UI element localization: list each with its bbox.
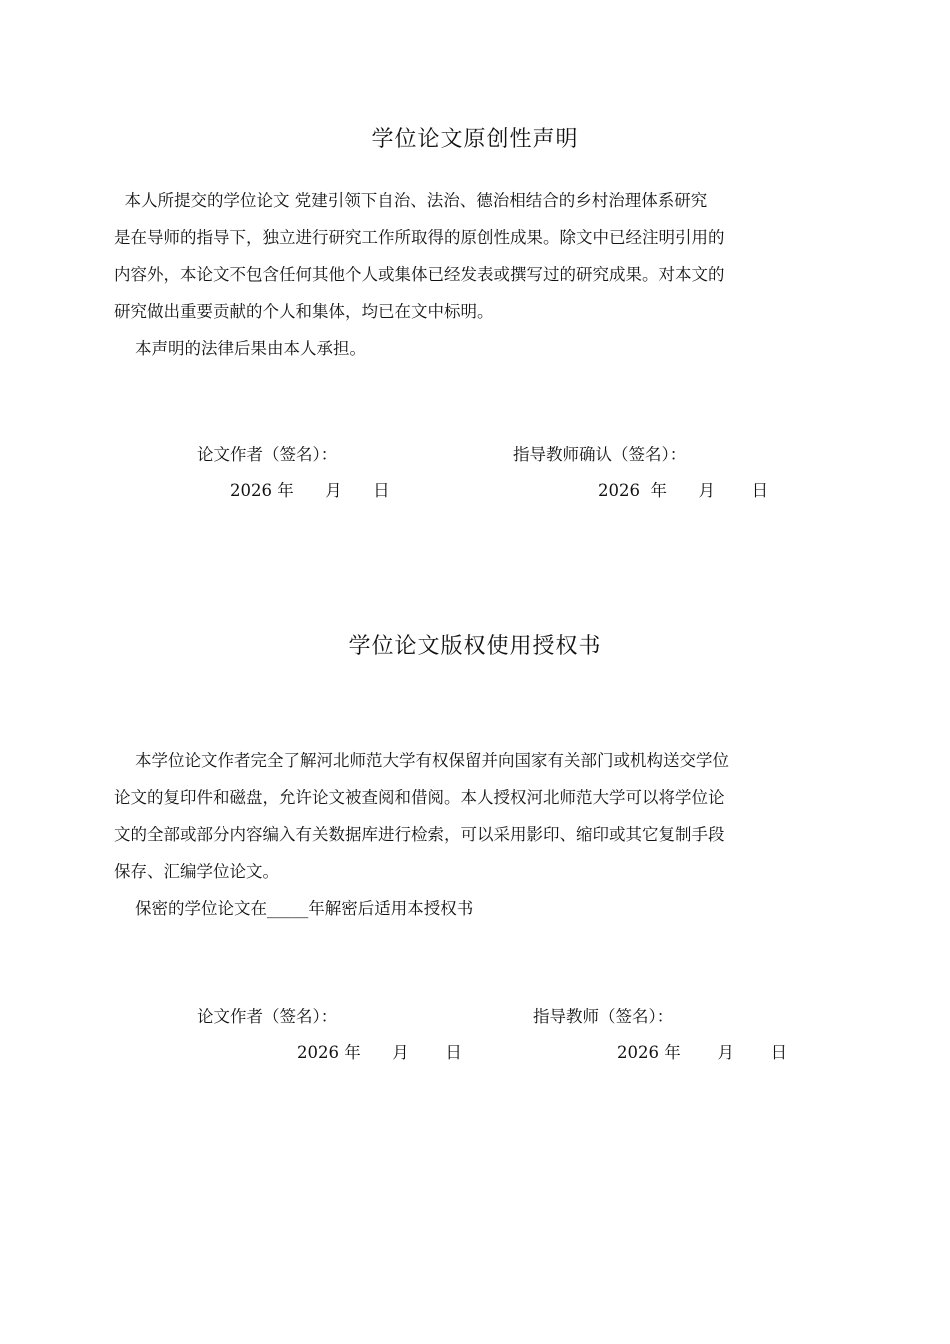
authorization-title: 学位论文版权使用授权书: [348, 634, 602, 659]
declaration-line-2: 是在导师的指导下，独立进行研究工作所取得的原创性成果。除文中已经注明引用的: [114, 228, 725, 247]
authorization-line-2: 论文的复印件和磁盘，允许论文被查阅和借阅。本人授权河北师范大学可以将学位论: [114, 788, 725, 807]
authorization-line-1: 本学位论文作者完全了解河北师范大学有权保留并向国家有关部门或机构送交学位: [114, 751, 729, 770]
declaration-line-3: 内容外，本论文不包含任何其他个人或集体已经发表或撰写过的研究成果。对本文的: [114, 265, 725, 284]
declaration-body: [114, 182, 725, 367]
declaration-line-5: 本声明的法律后果由本人承担。: [114, 339, 366, 358]
declaration-line-1: 本人所提交的学位论文 党建引领下自治、法治、德治相结合的乡村治理体系研究: [114, 191, 708, 210]
authorization-supervisor-sign-label: 指导教师（签名）：: [533, 1007, 674, 1026]
declaration-line-4: 研究做出重要贡献的个人和集体，均已在文中标明。: [114, 302, 494, 321]
authorization-body: [114, 742, 729, 927]
declaration-author-sign-label: 论文作者（签名）：: [197, 445, 338, 464]
authorization-author-date: 2026 年 月 日: [297, 1043, 462, 1062]
declaration-author-date: 2026 年 月 日: [230, 481, 390, 500]
authorization-author-sign-label: 论文作者（签名）：: [197, 1007, 338, 1026]
authorization-line-5: 保密的学位论文在_____年解密后适用本授权书: [114, 899, 474, 918]
authorization-line-3: 文的全部或部分内容编入有关数据库进行检索，可以采用影印、缩印或其它复制手段: [114, 825, 725, 844]
authorization-line-4: 保存、汇编学位论文。: [114, 862, 279, 881]
declaration-supervisor-date: 2026 年 月 日: [598, 481, 769, 500]
declaration-title: 学位论文原创性声明: [371, 127, 579, 152]
declaration-supervisor-sign-label: 指导教师确认（签名）：: [513, 445, 687, 464]
authorization-supervisor-date: 2026 年 月 日: [617, 1043, 788, 1062]
